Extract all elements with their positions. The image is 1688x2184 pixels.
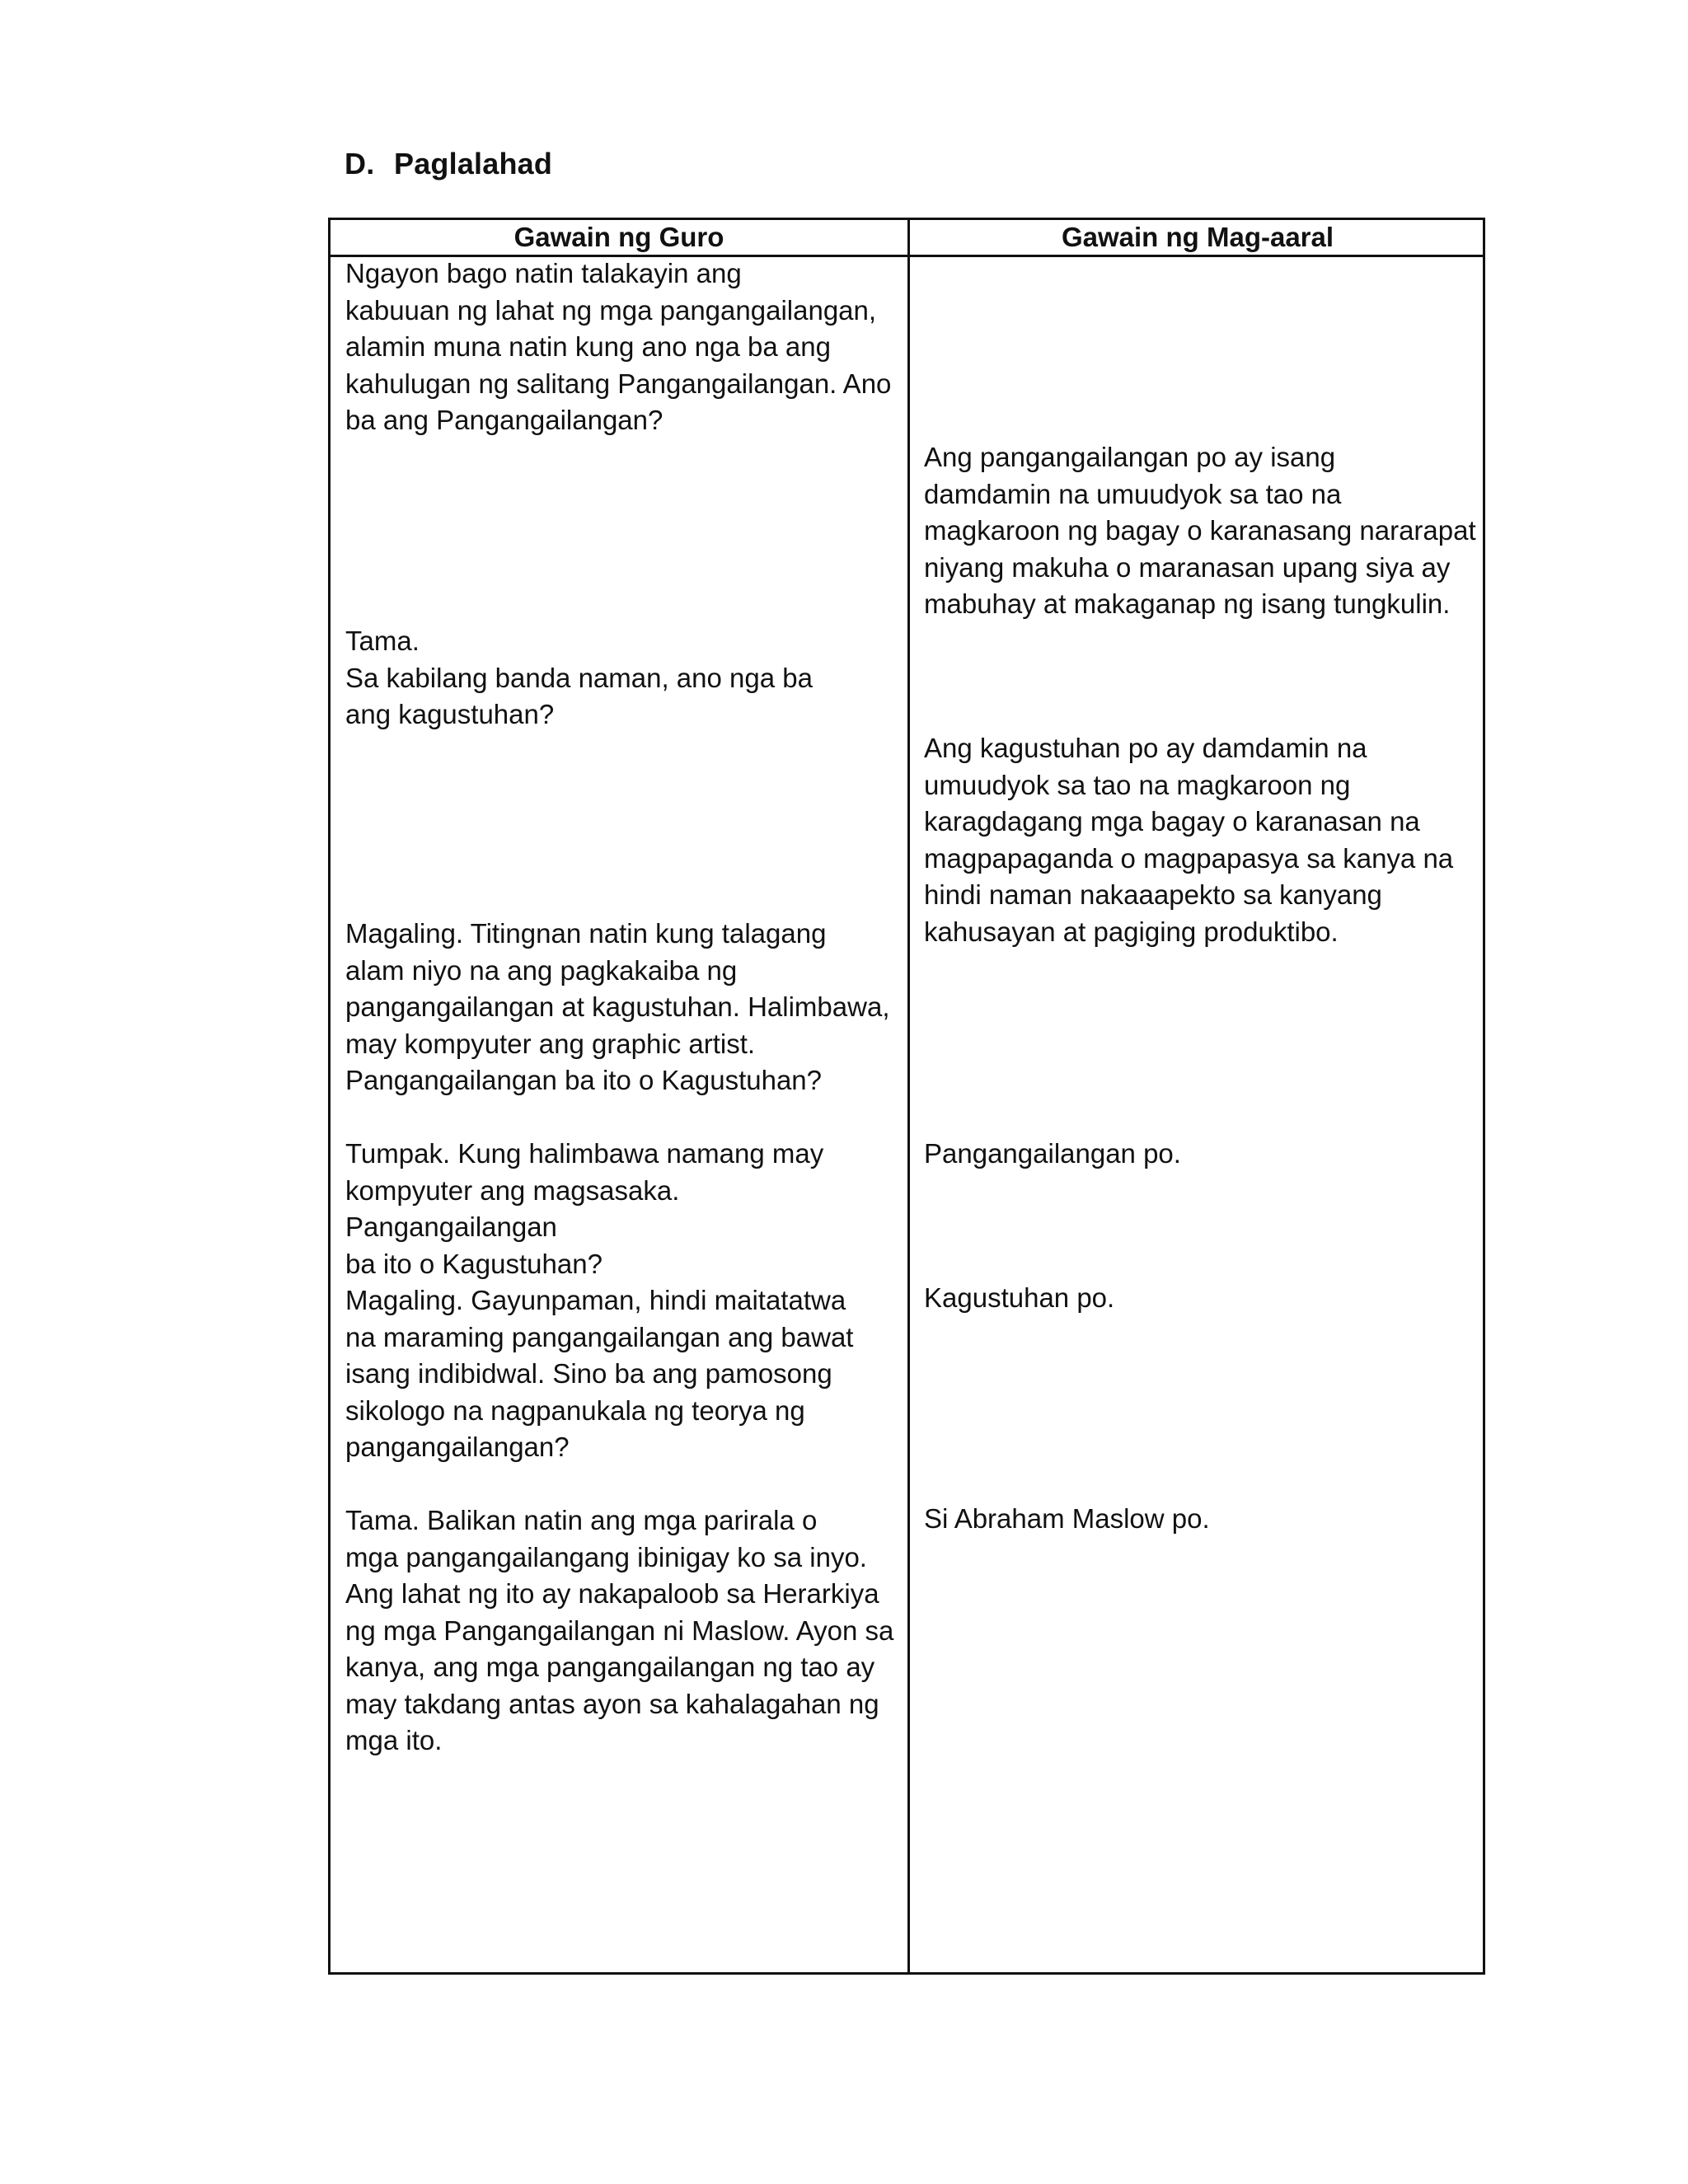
teacher-entry-6: Tama. Balikan natin ang mga parirala o mga pangangailangang ibinigay ko sa inyo. Ang lahat ng ito ay nakapaloob sa Herarkiya ng mga Pangangailangan ni Maslow. Ayon sa kanya, ang mga pangangailangan ng tao ay may takdang antas ayon sa kahalagahan ng mga ito. [345,1505,894,1755]
student-entry-3: Pangangailangan po. [924,1138,1181,1169]
teacher-entry-3: Magaling. Titingnan natin kung talagang alam niyo na ang pagkakaiba ng pangangailangan at kagustuhan. Halimbawa, may kompyuter ang graphic artist. Pangangailangan ba ito o Kagustuhan? [345,918,890,1095]
student-entry-4: Kagustuhan po. [924,1282,1115,1313]
teacher-entry-1: Ngayon bago natin talakayin ang kabuuan ng lahat ng mga pangangailangan, alamin muna natin kung ano nga ba ang kahulugan ng salitang Pangangailangan. Ano ba ang Pangangailangan? [345,258,892,435]
header-teacher: Gawain ng Guro [513,222,724,252]
student-entry-1: Ang pangangailangan po ay isang damdamin na umuudyok sa tao na magkaroon ng bagay o karanasang nararapat niyang makuha o maranasan upang siya ay mabuhay at makaganap ng isang tungkulin. [924,442,1476,619]
teacher-entry-5: Magaling. Gayunpaman, hindi maitatatwa na maraming pangangailangan ang bawat isang indibidwal. Sino ba ang pamosong sikologo na nagpanukala ng teorya ng pangangailangan? [345,1285,854,1462]
column-divider [907,220,910,1972]
header-student: Gawain ng Mag-aaral [1061,222,1334,252]
section-letter: D. [345,147,375,180]
activity-table [328,218,1485,1975]
student-entry-5: Si Abraham Maslow po. [924,1503,1210,1534]
student-entry-2: Ang kagustuhan po ay damdamin na umuudyok sa tao na magkaroon ng karagdagang mga bagay o karanasan na magpapaganda o magpapasya sa kanya na hindi naman nakaaapekto sa kanyang kahusayan at pagiging produktibo. [924,733,1454,947]
teacher-entry-2: Tama. Sa kabilang banda naman, ano nga ba ang kagustuhan? [345,626,813,729]
table-header-row [331,220,1483,257]
teacher-entry-4: Tumpak. Kung halimbawa namang may kompyuter ang magsasaka. Pangangailangan ba ito o Kagustuhan? [345,1138,824,1279]
section-title: Paglalahad [394,147,553,180]
section-heading [345,147,552,181]
